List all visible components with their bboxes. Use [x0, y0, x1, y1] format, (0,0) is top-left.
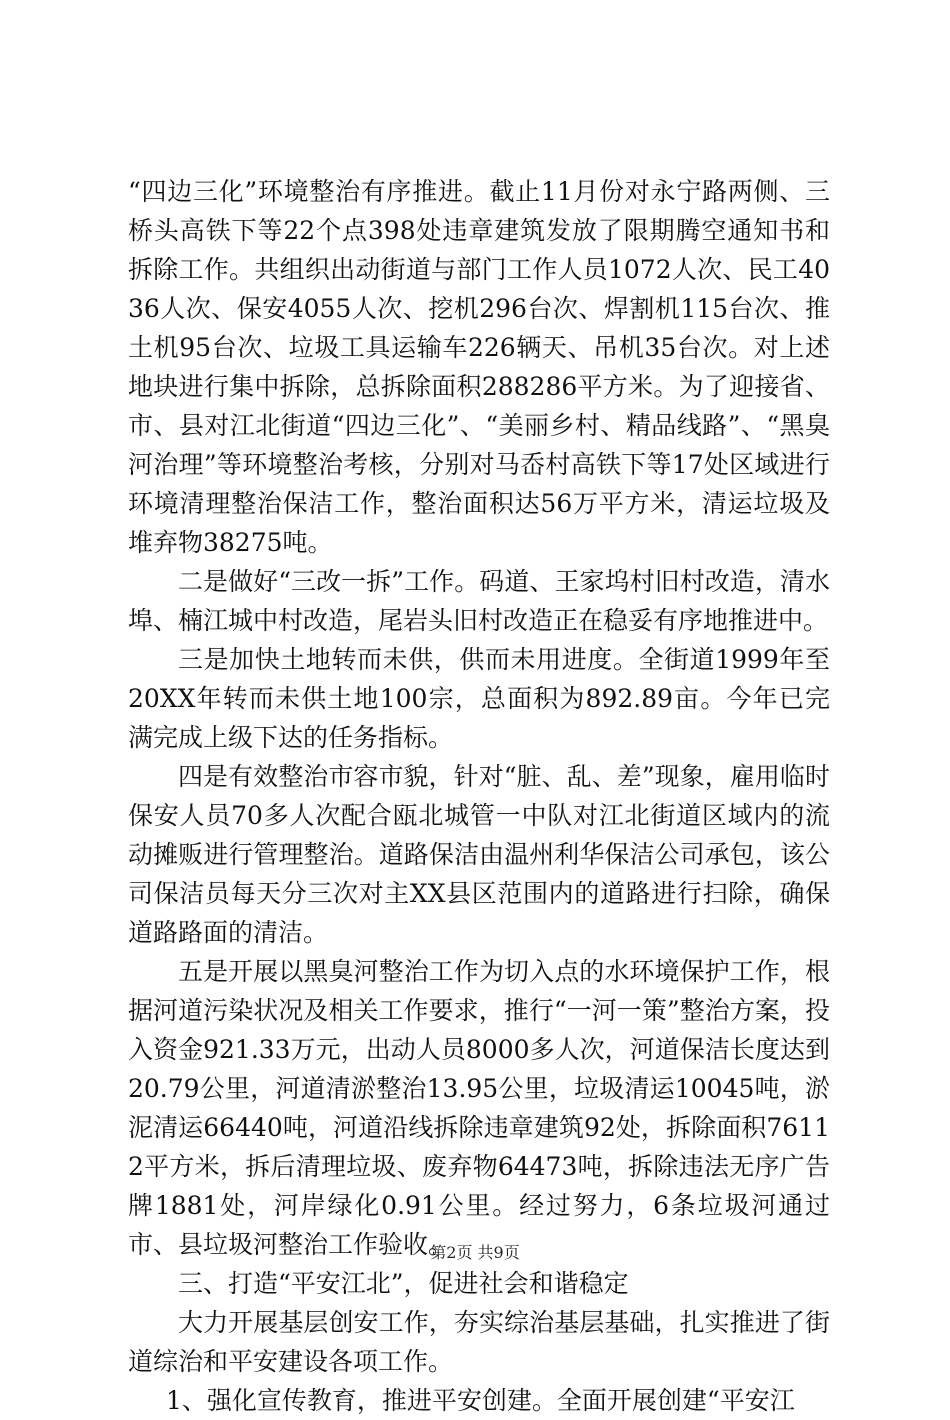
document-body: [128, 172, 830, 1420]
page-number-footer: 第2页 共9页: [430, 1243, 520, 1262]
paragraph-environment-rectification: “四边三化”环境整治有序推进。截止11月份对永宁路两侧、三桥头高铁下等22个点398处违章建筑发放了限期腾空通知书和拆除工作。共组织出动街道与部门工作人员1072人次、民工4036人次、保安4055人次、挖机296台次、焊割机115台次、推土机95台次、垃圾工具运输车226辆天、吊机35台次。对上述地块进行集中拆除，总拆除面积288286平方米。为了迎接省、市、县对江北街道“四边三化”、“美丽乡村、精品线路”、“黑臭河治理”等环境整治考核，分别对马岙村高铁下等17处区域进行环境清理整治保洁工作，整治面积达56万平方米，清运垃圾及堆弃物38275吨。: [128, 177, 830, 557]
paragraph-land-supply: 三是加快土地转而未供，供而未用进度。全街道1999年至20XX年转而未供土地100宗，总面积为892.89亩。今年已完满完成上级下达的任务指标。: [128, 645, 830, 752]
paragraph-three-reforms: 二是做好“三改一拆”工作。码道、王家坞村旧村改造，清水埠、楠江城中村改造，尾岩头旧村改造正在稳妥有序地推进中。: [128, 567, 830, 635]
paragraph-water-environment: 五是开展以黑臭河整治工作为切入点的水环境保护工作，根据河道污染状况及相关工作要求，推行“一河一策”整治方案，投入资金921.33万元，出动人员8000多人次，河道保洁长度达到20.79公里，河道清淤整治13.95公里，垃圾清运10045吨，淤泥清运66440吨，河道沿线拆除违章建筑92处，拆除面积76112平方米，拆后清理垃圾、废弃物64473吨，拆除违法无序广告牌1881处，河岸绿化0.91公里。经过努力，6条垃圾河通过市、县垃圾河整治工作验收。: [128, 957, 830, 1259]
paragraph-publicity-education: 1、强化宣传教育，推进平安创建。全面开展创建“平安江: [166, 1386, 795, 1415]
section-heading-safe-jiangbei: 三、打造“平安江北”，促进社会和谐稳定: [178, 1269, 629, 1298]
paragraph-grassroots-safety: 大力开展基层创安工作，夯实综治基层基础，扎实推进了街道综治和平安建设各项工作。: [128, 1308, 830, 1376]
paragraph-city-appearance: 四是有效整治市容市貌，针对“脏、乱、差”现象，雇用临时保安人员70多人次配合瓯北城管一中队对江北街道区域内的流动摊贩进行管理整治。道路保洁由温州利华保洁公司承包，该公司保洁员每天分三次对主XX县区范围内的道路进行扫除，确保道路路面的清洁。: [128, 762, 830, 947]
